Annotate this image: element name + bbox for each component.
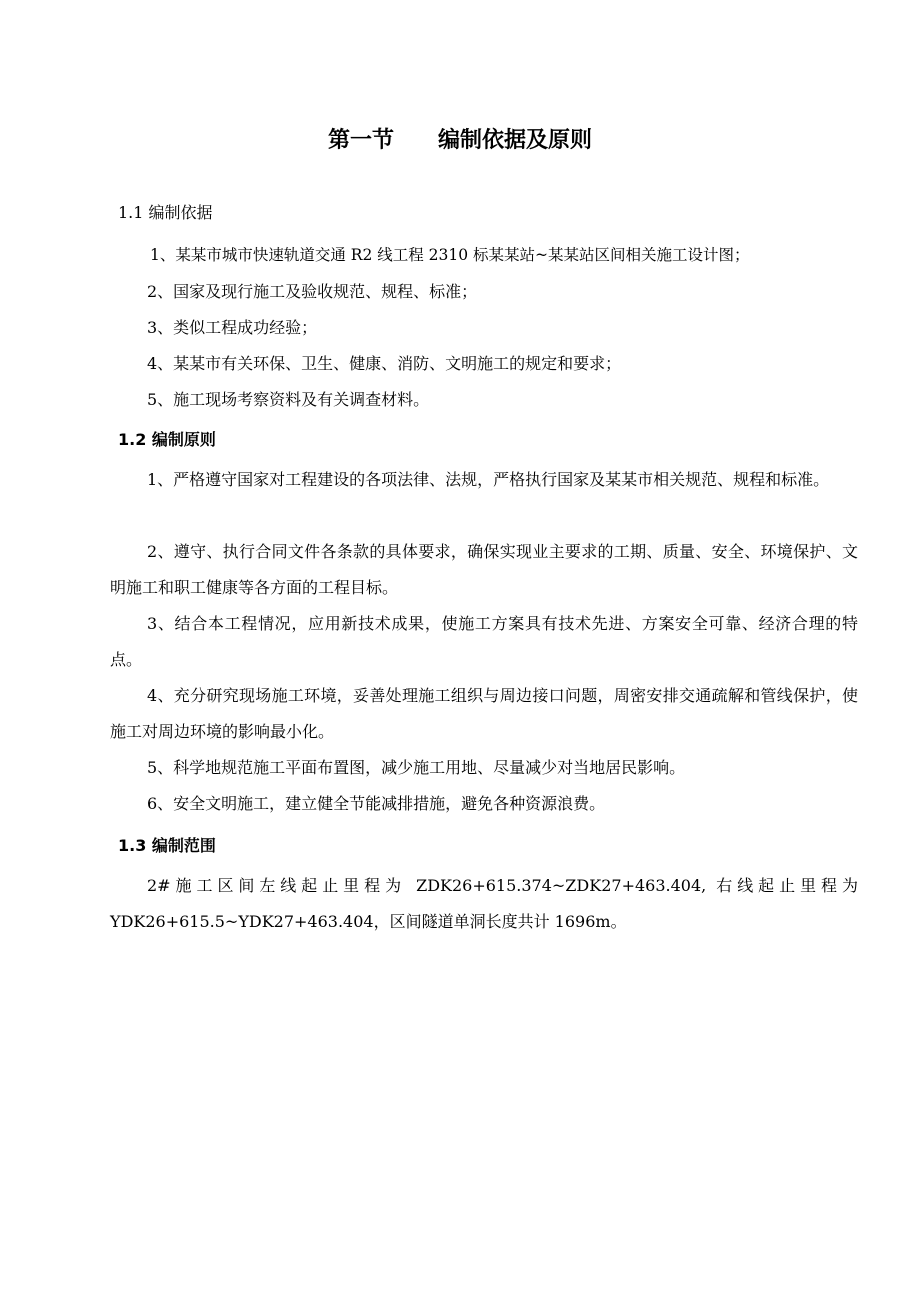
principle-paragraph-1: 1、严格遵守国家对工程建设的各项法律、法规，严格执行国家及某某市相关规范、规程和标准。 <box>147 470 830 489</box>
principle-paragraph-3: 3、结合本工程情况，应用新技术成果，使施工方案具有技术先进、方案安全可靠、经济合理的特点。 <box>110 614 858 669</box>
section-heading-principles: 1.2 编制原则 <box>118 430 216 449</box>
basis-item-3: 3、类似工程成功经验； <box>147 318 318 337</box>
principle-paragraph-6: 6、安全文明施工，建立健全节能减排措施，避免各种资源浪费。 <box>147 794 606 813</box>
scope-line-1: 2#施工区间左线起止里程为 ZDK26+615.374~ZDK27+463.404, 右线起止里程为 <box>147 876 858 895</box>
scope-paragraph <box>110 868 858 940</box>
principle-paragraph-2: 2、遵守、执行合同文件各条款的具体要求，确保实现业主要求的工期、质量、安全、环境保护、文明施工和职工健康等各方面的工程目标。 <box>110 542 858 597</box>
section-heading-basis: 1.1 编制依据 <box>118 203 213 222</box>
basis-item-4: 4、某某市有关环保、卫生、健康、消防、文明施工的规定和要求； <box>147 354 622 373</box>
basis-item-1: 1、某某市城市快速轨道交通 R2 线工程 2310 标某某站~某某站区间相关施工设计图； <box>150 246 750 264</box>
page-title: 第一节 编制依据及原则 <box>327 128 592 153</box>
section-heading-scope: 1.3 编制范围 <box>118 836 216 855</box>
basis-item-2: 2、国家及现行施工及验收规范、规程、标准； <box>147 282 478 301</box>
scope-line-2: YDK26+615.5~YDK27+463.404，区间隧道单洞长度共计 1696m。 <box>110 912 627 931</box>
basis-item-5: 5、施工现场考察资料及有关调查材料。 <box>147 390 430 409</box>
principle-paragraph-5: 5、科学地规范施工平面布置图，减少施工用地、尽量减少对当地居民影响。 <box>147 758 686 777</box>
principle-paragraph-4: 4、充分研究现场施工环境，妥善处理施工组织与周边接口问题，周密安排交通疏解和管线保护，使施工对周边环境的影响最小化。 <box>110 686 858 741</box>
